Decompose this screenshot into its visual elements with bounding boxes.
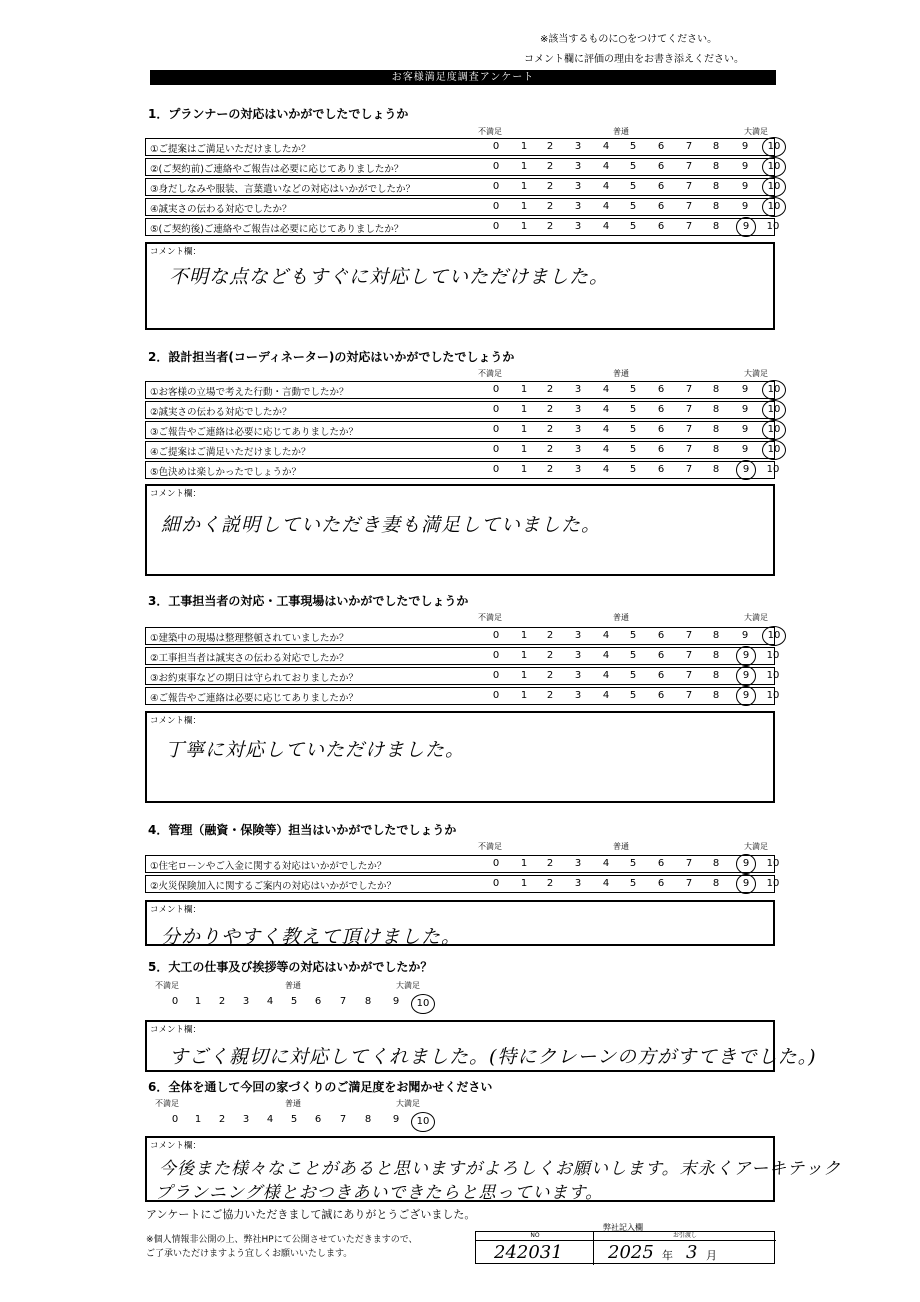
- selected-score[interactable]: 10: [762, 177, 786, 197]
- score-option[interactable]: 3: [574, 404, 582, 415]
- score-option[interactable]: 0: [492, 878, 500, 889]
- score-option[interactable]: 0: [492, 670, 500, 681]
- score-option[interactable]: 2: [546, 404, 554, 415]
- score-option[interactable]: 3: [574, 690, 582, 701]
- score-option[interactable]: 3: [574, 181, 582, 192]
- score-option[interactable]: 1: [520, 690, 528, 701]
- score-option[interactable]: 4: [266, 996, 274, 1007]
- question-row: [145, 855, 780, 873]
- score-option[interactable]: 2: [546, 464, 554, 475]
- score-option[interactable]: 8: [712, 221, 720, 232]
- score-option[interactable]: 8: [712, 650, 720, 661]
- handover-label: お引渡し: [594, 1232, 776, 1241]
- no-cell: [476, 1232, 594, 1265]
- score-option[interactable]: 1: [520, 404, 528, 415]
- score-option[interactable]: 9: [392, 996, 400, 1007]
- score-option[interactable]: 2: [546, 221, 554, 232]
- score-option[interactable]: 10: [766, 221, 780, 232]
- score-option[interactable]: 3: [574, 141, 582, 152]
- section-4-title: 4．管理（融資・保険等）担当はいかがでしたでしょうか: [148, 823, 457, 837]
- score-option[interactable]: 3: [242, 1114, 250, 1125]
- question-text: ②工事担当者は誠実さの伝わる対応でしたか？: [150, 653, 349, 664]
- selected-score[interactable]: 10: [762, 420, 786, 440]
- question-row: [145, 178, 781, 196]
- section-2-comment: 細かく説明していただき妻も満足していました。: [161, 514, 602, 536]
- score-option[interactable]: 2: [546, 201, 554, 212]
- question-row: [145, 875, 780, 893]
- score-option[interactable]: 2: [218, 1114, 226, 1125]
- score-option[interactable]: 8: [712, 181, 720, 192]
- score-option[interactable]: 4: [602, 650, 610, 661]
- question-row: [145, 667, 780, 685]
- month-unit: 月: [706, 1249, 717, 1262]
- question-text: ①ご提案はご満足いただけましたか？: [150, 144, 311, 155]
- survey-banner: お客様満足度調査アンケート: [150, 70, 776, 85]
- score-option[interactable]: 0: [492, 404, 500, 415]
- score-option[interactable]: 9: [741, 444, 749, 455]
- score-option[interactable]: 6: [657, 878, 665, 889]
- score-option[interactable]: 3: [574, 878, 582, 889]
- score-option[interactable]: 6: [657, 221, 665, 232]
- score-option[interactable]: 4: [602, 181, 610, 192]
- section-2-comment-box[interactable]: [145, 484, 775, 576]
- scale-low-label: 不満足: [478, 613, 502, 622]
- score-option[interactable]: 8: [712, 858, 720, 869]
- score-option[interactable]: 1: [520, 221, 528, 232]
- score-option[interactable]: 3: [574, 444, 582, 455]
- comment-label: コメント欄：: [150, 905, 202, 915]
- score-option[interactable]: 6: [657, 630, 665, 641]
- score-option[interactable]: 0: [171, 996, 179, 1007]
- score-option[interactable]: 1: [520, 464, 528, 475]
- score-option[interactable]: 8: [712, 384, 720, 395]
- score-option[interactable]: 0: [492, 464, 500, 475]
- score-option[interactable]: 7: [685, 201, 693, 212]
- score-option[interactable]: 0: [492, 690, 500, 701]
- score-option[interactable]: 8: [712, 141, 720, 152]
- section-5-comment: すごく親切に対応してくれました。(特にクレーンの方がすてきでした。): [169, 1046, 817, 1068]
- score-option[interactable]: 10: [766, 650, 780, 661]
- section-6-title: 6．全体を通して今回の家づくりのご満足度をお聞かせください: [148, 1080, 493, 1094]
- question-text: ③ご報告やご連絡は必要に応じてありましたか？: [150, 427, 359, 438]
- score-option[interactable]: 2: [546, 181, 554, 192]
- scale-mid-label: 普通: [613, 127, 629, 136]
- section-4-comment-box[interactable]: [145, 900, 775, 946]
- question-row: [145, 421, 781, 439]
- section-3-comment-box[interactable]: [145, 711, 775, 803]
- score-option[interactable]: 1: [520, 141, 528, 152]
- selected-score[interactable]: 10: [762, 137, 786, 157]
- score-option[interactable]: 8: [712, 690, 720, 701]
- score-option[interactable]: 10: [766, 858, 780, 869]
- score-option[interactable]: 7: [685, 690, 693, 701]
- thanks-message: アンケートにご協力いただきまして誠にありがとうございました。: [146, 1208, 476, 1221]
- score-option[interactable]: 6: [657, 690, 665, 701]
- score-option[interactable]: 2: [546, 690, 554, 701]
- score-option[interactable]: 2: [546, 444, 554, 455]
- score-option[interactable]: 5: [629, 141, 637, 152]
- score-option[interactable]: 9: [741, 141, 749, 152]
- scale-low-label: 不満足: [478, 369, 502, 378]
- instruction-note-1: ※該当するものに○をつけてください。: [540, 34, 718, 45]
- question-text: ④ご報告やご連絡は必要に応じてありましたか？: [150, 693, 359, 704]
- score-option[interactable]: 3: [574, 221, 582, 232]
- score-option[interactable]: 8: [712, 464, 720, 475]
- selected-score[interactable]: 9: [736, 666, 756, 686]
- score-option[interactable]: 10: [766, 878, 780, 889]
- score-option[interactable]: 2: [546, 161, 554, 172]
- score-option[interactable]: 8: [712, 404, 720, 415]
- privacy-note-1: ※個人情報非公開の上、弊社HPにて公開させていただきますので、: [146, 1235, 418, 1245]
- score-option[interactable]: 6: [657, 858, 665, 869]
- selected-score[interactable]: 9: [736, 217, 756, 237]
- score-option[interactable]: 7: [685, 404, 693, 415]
- score-option[interactable]: 3: [574, 424, 582, 435]
- score-option[interactable]: 5: [290, 996, 298, 1007]
- selected-score[interactable]: 10: [762, 626, 786, 646]
- comment-label: コメント欄：: [150, 1141, 202, 1151]
- question-row: [145, 138, 781, 156]
- score-option[interactable]: 8: [364, 996, 372, 1007]
- score-option[interactable]: 2: [546, 858, 554, 869]
- score-option[interactable]: 7: [685, 424, 693, 435]
- scale-high-label: 大満足: [744, 127, 768, 136]
- selected-score[interactable]: 10: [762, 197, 786, 217]
- selected-score[interactable]: 10: [762, 157, 786, 177]
- score-option[interactable]: 8: [712, 161, 720, 172]
- score-option[interactable]: 3: [574, 464, 582, 475]
- selected-score[interactable]: 10: [762, 380, 786, 400]
- question-row: [145, 441, 781, 459]
- score-option[interactable]: 8: [712, 670, 720, 681]
- score-option[interactable]: 10: [766, 690, 780, 701]
- score-option[interactable]: 4: [602, 384, 610, 395]
- score-option[interactable]: 3: [574, 630, 582, 641]
- question-text: ②誠実さの伝わる対応でしたか？: [150, 407, 292, 418]
- office-use-box: [475, 1231, 775, 1264]
- question-row: [145, 198, 781, 216]
- score-option[interactable]: 7: [685, 161, 693, 172]
- question-row: [145, 381, 781, 399]
- section-1-comment: 不明な点などもすぐに対応していただけました。: [169, 266, 610, 288]
- no-label: NO: [476, 1232, 594, 1241]
- score-option[interactable]: 4: [602, 201, 610, 212]
- section-1-comment-box[interactable]: [145, 242, 775, 330]
- score-option[interactable]: 4: [602, 444, 610, 455]
- question-text: ③お約束事などの期日は守られておりましたか？: [150, 673, 359, 684]
- score-option[interactable]: 1: [194, 996, 202, 1007]
- score-option[interactable]: 4: [602, 630, 610, 641]
- score-option[interactable]: 2: [546, 424, 554, 435]
- score-option[interactable]: 0: [492, 650, 500, 661]
- score-option[interactable]: 7: [685, 630, 693, 641]
- section-2-title: 2．設計担当者(コーディネーター)の対応はいかがでしたでしょうか: [148, 350, 515, 364]
- score-option[interactable]: 6: [657, 464, 665, 475]
- selected-score[interactable]: 9: [736, 854, 756, 874]
- score-option[interactable]: 9: [741, 384, 749, 395]
- score-option[interactable]: 4: [602, 221, 610, 232]
- scale-low-label: 不満足: [478, 842, 502, 851]
- score-option[interactable]: 6: [657, 670, 665, 681]
- score-option[interactable]: 5: [629, 690, 637, 701]
- section-4-comment: 分かりやすく教えて頂けました。: [161, 926, 462, 948]
- score-option[interactable]: 9: [741, 201, 749, 212]
- score-option[interactable]: 7: [685, 858, 693, 869]
- score-option[interactable]: 1: [520, 878, 528, 889]
- score-option[interactable]: 0: [492, 630, 500, 641]
- score-option[interactable]: 6: [657, 384, 665, 395]
- score-option[interactable]: 5: [629, 630, 637, 641]
- score-option[interactable]: 6: [657, 404, 665, 415]
- section-5-title: 5．大工の仕事及び挨拶等の対応はいかがでしたか？: [148, 960, 433, 974]
- selected-score[interactable]: 10: [411, 1112, 435, 1132]
- score-option[interactable]: 3: [574, 201, 582, 212]
- score-option[interactable]: 7: [685, 384, 693, 395]
- scale-mid-label: 普通: [613, 369, 629, 378]
- score-option[interactable]: 5: [629, 650, 637, 661]
- score-option[interactable]: 1: [520, 858, 528, 869]
- score-option[interactable]: 4: [602, 878, 610, 889]
- score-option[interactable]: 4: [266, 1114, 274, 1125]
- score-option[interactable]: 9: [741, 404, 749, 415]
- score-option[interactable]: 2: [218, 996, 226, 1007]
- score-option[interactable]: 8: [712, 878, 720, 889]
- score-option[interactable]: 7: [685, 650, 693, 661]
- question-text: ①お客様の立場で考えた行動・言動でしたか？: [150, 387, 349, 398]
- score-option[interactable]: 1: [194, 1114, 202, 1125]
- score-option[interactable]: 3: [574, 670, 582, 681]
- scale-high-label: 大満足: [744, 842, 768, 851]
- score-option[interactable]: 7: [685, 141, 693, 152]
- section-6-comment-line-2: プランニング様とおつきあいできたらと思っています。: [155, 1183, 604, 1203]
- score-option[interactable]: 3: [574, 384, 582, 395]
- selected-score[interactable]: 10: [762, 440, 786, 460]
- question-text: ④ご提案はご満足いただけましたか？: [150, 447, 311, 458]
- selected-score[interactable]: 10: [762, 400, 786, 420]
- score-option[interactable]: 4: [602, 690, 610, 701]
- score-option[interactable]: 9: [392, 1114, 400, 1125]
- score-option[interactable]: 5: [629, 444, 637, 455]
- score-option[interactable]: 1: [520, 670, 528, 681]
- question-text: ③身だしなみや服装、言葉遣いなどの対応はいかがでしたか？: [150, 184, 416, 195]
- question-row: [145, 158, 781, 176]
- question-text: ②(ご契約前)ご連絡やご報告は必要に応じてありましたか？: [150, 164, 404, 175]
- score-option[interactable]: 7: [685, 181, 693, 192]
- question-row: [145, 627, 781, 645]
- section-3-title: 3．工事担当者の対応・工事現場はいかがでしたでしょうか: [148, 594, 469, 608]
- scale-high-label: 大満足: [396, 1099, 420, 1108]
- score-option[interactable]: 4: [602, 404, 610, 415]
- score-option[interactable]: 2: [546, 670, 554, 681]
- score-option[interactable]: 6: [657, 181, 665, 192]
- score-option[interactable]: 0: [171, 1114, 179, 1125]
- section-5-comment-box[interactable]: [145, 1020, 817, 1072]
- section-6-comment-box[interactable]: [145, 1136, 842, 1203]
- score-option[interactable]: 0: [492, 181, 500, 192]
- score-option[interactable]: 4: [602, 670, 610, 681]
- score-option[interactable]: 5: [629, 201, 637, 212]
- scale-mid-label: 普通: [285, 1099, 301, 1108]
- score-option[interactable]: 0: [492, 384, 500, 395]
- score-option[interactable]: 8: [364, 1114, 372, 1125]
- score-option[interactable]: 5: [629, 384, 637, 395]
- score-option[interactable]: 2: [546, 878, 554, 889]
- scale-mid-label: 普通: [613, 842, 629, 851]
- section-6-comment-line-1: 今後また様々なことがあると思いますがよろしくお願いします。末永くアーキテック: [159, 1159, 842, 1179]
- score-option[interactable]: 7: [685, 444, 693, 455]
- score-option[interactable]: 5: [629, 424, 637, 435]
- score-option[interactable]: 2: [546, 650, 554, 661]
- score-option[interactable]: 6: [657, 201, 665, 212]
- score-option[interactable]: 7: [685, 670, 693, 681]
- score-option[interactable]: 5: [629, 221, 637, 232]
- selected-score[interactable]: 9: [736, 646, 756, 666]
- score-option[interactable]: 1: [520, 650, 528, 661]
- score-option[interactable]: 0: [492, 444, 500, 455]
- score-option[interactable]: 7: [685, 221, 693, 232]
- selected-score[interactable]: 9: [736, 874, 756, 894]
- scale-high-label: 大満足: [744, 369, 768, 378]
- score-option[interactable]: 6: [657, 141, 665, 152]
- section-3-comment: 丁寧に対応していただけました。: [165, 739, 466, 761]
- scale-low-label: 不満足: [155, 981, 179, 990]
- selected-score[interactable]: 9: [736, 686, 756, 706]
- score-option[interactable]: 1: [520, 161, 528, 172]
- score-option[interactable]: 0: [492, 141, 500, 152]
- score-option[interactable]: 5: [629, 161, 637, 172]
- handover-month: 3: [686, 1242, 698, 1263]
- score-option[interactable]: 3: [574, 161, 582, 172]
- score-option[interactable]: 6: [314, 996, 322, 1007]
- score-option[interactable]: 8: [712, 444, 720, 455]
- year-unit: 年: [662, 1249, 673, 1262]
- score-option[interactable]: 6: [657, 161, 665, 172]
- scale-low-label: 不満足: [155, 1099, 179, 1108]
- office-use-label: 弊社記入欄: [603, 1223, 643, 1232]
- score-option[interactable]: 10: [766, 464, 780, 475]
- score-option[interactable]: 1: [520, 181, 528, 192]
- scale-high-label: 大満足: [396, 981, 420, 990]
- score-option[interactable]: 9: [741, 161, 749, 172]
- selected-score[interactable]: 10: [411, 994, 435, 1014]
- score-option[interactable]: 9: [741, 630, 749, 641]
- question-text: ⑤色決めは楽しかったでしょうか？: [150, 467, 302, 478]
- score-option[interactable]: 5: [629, 670, 637, 681]
- score-option[interactable]: 4: [602, 424, 610, 435]
- score-option[interactable]: 1: [520, 201, 528, 212]
- score-option[interactable]: 5: [629, 878, 637, 889]
- question-text: ⑤(ご契約後)ご連絡やご報告は必要に応じてありましたか？: [150, 224, 404, 235]
- question-row: [145, 401, 781, 419]
- question-text: ④誠実さの伝わる対応でしたか？: [150, 204, 292, 215]
- question-row: [145, 687, 780, 705]
- score-option[interactable]: 2: [546, 384, 554, 395]
- score-option[interactable]: 3: [574, 858, 582, 869]
- scale-low-label: 不満足: [478, 127, 502, 136]
- score-option[interactable]: 4: [602, 161, 610, 172]
- no-value: 242031: [494, 1242, 563, 1263]
- score-option[interactable]: 1: [520, 630, 528, 641]
- score-option[interactable]: 6: [657, 444, 665, 455]
- score-option[interactable]: 7: [339, 1114, 347, 1125]
- comment-label: コメント欄：: [150, 1025, 202, 1035]
- score-option[interactable]: 8: [712, 201, 720, 212]
- scale-high-label: 大満足: [744, 613, 768, 622]
- question-row: [145, 218, 780, 236]
- question-text: ②火災保険加入に関するご案内の対応はいかがでしたか？: [150, 881, 397, 892]
- score-option[interactable]: 2: [546, 141, 554, 152]
- score-option[interactable]: 5: [629, 464, 637, 475]
- score-option[interactable]: 9: [741, 424, 749, 435]
- score-option[interactable]: 5: [629, 404, 637, 415]
- question-text: ①住宅ローンやご入金に関する対応はいかがでしたか？: [150, 861, 387, 872]
- score-option[interactable]: 0: [492, 858, 500, 869]
- score-option[interactable]: 1: [520, 384, 528, 395]
- score-option[interactable]: 9: [741, 181, 749, 192]
- score-option[interactable]: 3: [574, 650, 582, 661]
- score-option[interactable]: 1: [520, 444, 528, 455]
- selected-score[interactable]: 9: [736, 460, 756, 480]
- comment-label: コメント欄：: [150, 247, 202, 257]
- score-option[interactable]: 4: [602, 858, 610, 869]
- score-option[interactable]: 6: [657, 424, 665, 435]
- question-row: [145, 647, 780, 665]
- comment-label: コメント欄：: [150, 716, 202, 726]
- section-1-title: 1．プランナーの対応はいかがでしたでしょうか: [148, 107, 409, 121]
- score-option[interactable]: 10: [766, 670, 780, 681]
- question-row: [145, 461, 780, 479]
- score-option[interactable]: 5: [629, 858, 637, 869]
- score-option[interactable]: 5: [290, 1114, 298, 1125]
- score-option[interactable]: 7: [339, 996, 347, 1007]
- score-option[interactable]: 4: [602, 464, 610, 475]
- score-option[interactable]: 0: [492, 424, 500, 435]
- scale-mid-label: 普通: [285, 981, 301, 990]
- score-option[interactable]: 3: [242, 996, 250, 1007]
- handover-year: 2025: [608, 1242, 654, 1263]
- score-option[interactable]: 6: [314, 1114, 322, 1125]
- score-option[interactable]: 8: [712, 630, 720, 641]
- scale-mid-label: 普通: [613, 613, 629, 622]
- score-option[interactable]: 7: [685, 878, 693, 889]
- score-option[interactable]: 0: [492, 161, 500, 172]
- score-option[interactable]: 4: [602, 141, 610, 152]
- score-option[interactable]: 6: [657, 650, 665, 661]
- instruction-note-2: コメント欄に評価の理由をお書き添えください。: [524, 54, 744, 65]
- comment-label: コメント欄：: [150, 489, 202, 499]
- privacy-note-2: ご了承いただけますよう宜しくお願いいたします。: [146, 1249, 353, 1259]
- score-option[interactable]: 0: [492, 221, 500, 232]
- score-option[interactable]: 7: [685, 464, 693, 475]
- score-option[interactable]: 8: [712, 424, 720, 435]
- score-option[interactable]: 2: [546, 630, 554, 641]
- score-option[interactable]: 0: [492, 201, 500, 212]
- score-option[interactable]: 5: [629, 181, 637, 192]
- score-option[interactable]: 1: [520, 424, 528, 435]
- question-text: ①建築中の現場は整理整頓されていましたか？: [150, 633, 349, 644]
